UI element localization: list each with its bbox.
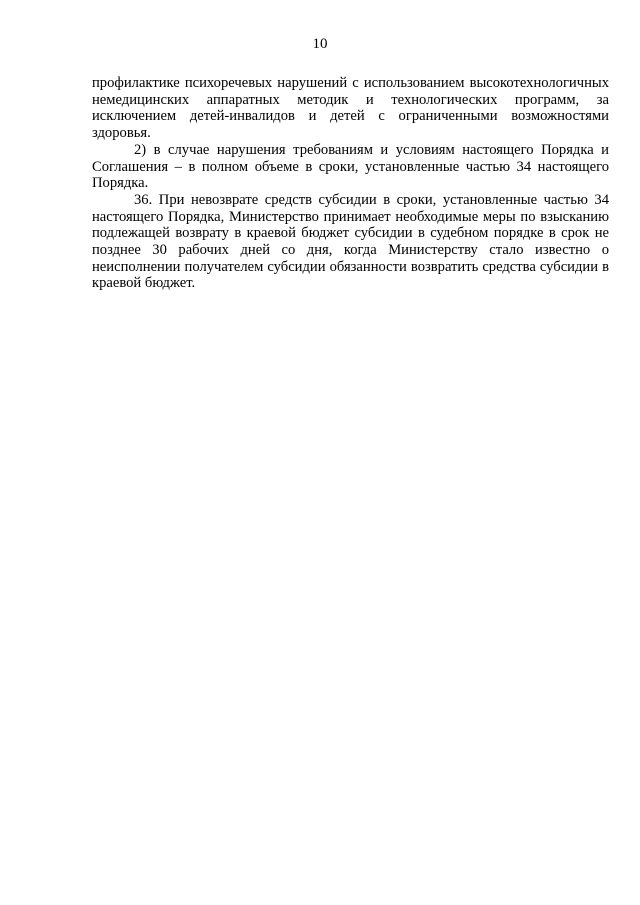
paragraph-item-2: 2) в случае нарушения требованиям и условиям настоящего Порядка и Соглашения – в полном объеме в сроки, установленные частью 34 настоящего Порядка. xyxy=(92,141,609,192)
paragraph-continuation: профилактике психоречевых нарушений с использованием высокотехнологичных немедицинских аппаратных методик и технологических программ, за исключением детей-инвалидов и детей с ограниченными возможностями здоровья. xyxy=(92,75,609,142)
document-body xyxy=(92,75,609,292)
paragraph-36: 36. При невозврате средств субсидии в сроки, установленные частью 34 настоящего Порядка, Министерство принимает необходимые меры по взысканию подлежащей возврату в краевой бюджет субсидии в судебном порядке в срок не позднее 30 рабочих дней со дня, когда Министерству стало известно о неисполнении получателем субсидии обязанности возвратить средства субсидии в краевой бюджет. xyxy=(92,191,609,292)
page-number: 10 xyxy=(312,36,328,52)
